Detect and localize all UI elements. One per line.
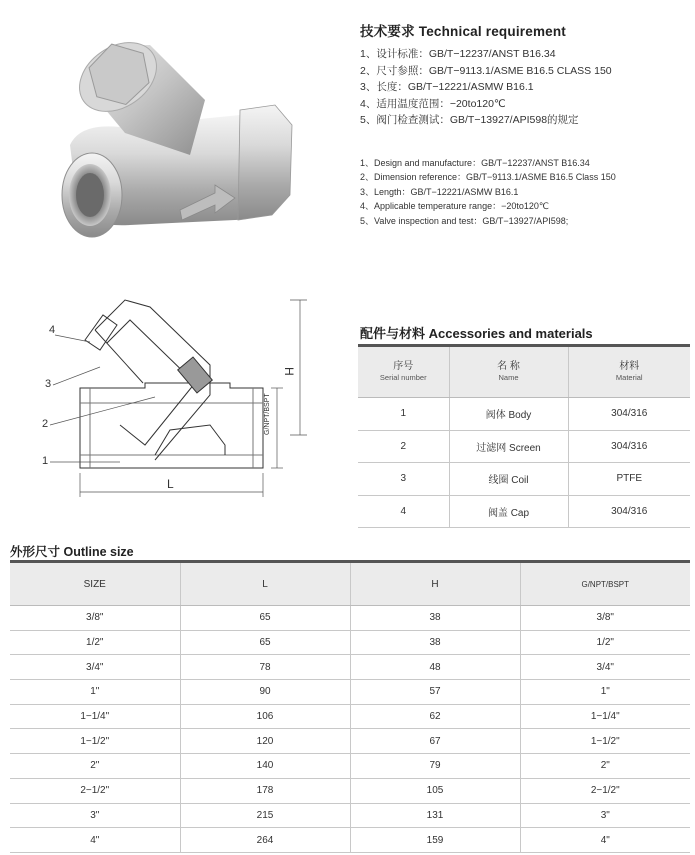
size-cell: 1−1/4"	[10, 704, 180, 729]
thread-cell: 2"	[520, 754, 690, 779]
name-cell: 过滤网 Screen	[449, 430, 568, 463]
h-cell: 159	[350, 828, 520, 853]
table-row	[10, 606, 690, 631]
size-cell: 3"	[10, 803, 180, 828]
h-cell: 62	[350, 704, 520, 729]
header-serial	[358, 346, 449, 398]
l-cell: 90	[180, 680, 350, 705]
tech-en-item: 5、Valve inspection and test：GB/T−13927/API598;	[360, 215, 569, 226]
tech-en-item: 1、Design and manufacture：GB/T−12237/ANST B16.34	[360, 157, 590, 168]
l-cell: 264	[180, 828, 350, 853]
size-cell: 1"	[10, 680, 180, 705]
tech-cn-item: 5、阀门检查测试：GB/T−13927/API598的规定	[360, 114, 579, 126]
serial-cell: 4	[358, 495, 449, 528]
technical-requirement-section	[360, 20, 690, 228]
table-row	[10, 754, 690, 779]
h-cell: 38	[350, 606, 520, 631]
l-cell: 106	[180, 704, 350, 729]
l-cell: 78	[180, 655, 350, 680]
callout-2: 2	[42, 418, 49, 430]
l-cell: 178	[180, 778, 350, 803]
material-cell: 304/316	[568, 430, 690, 463]
table-row	[10, 655, 690, 680]
header-material-cn: 材料	[619, 361, 640, 372]
thread-cell: 2−1/2"	[520, 778, 690, 803]
thread-cell: 3/4"	[520, 655, 690, 680]
header-h: H	[350, 562, 520, 606]
h-cell: 105	[350, 778, 520, 803]
outline-table	[10, 560, 690, 853]
accessories-title: 配件与材料 Accessories and materials	[360, 326, 593, 341]
table-row	[10, 803, 690, 828]
size-cell: 2−1/2"	[10, 778, 180, 803]
thread-cell: 1"	[520, 680, 690, 705]
material-cell: 304/316	[568, 495, 690, 528]
serial-cell: 3	[358, 463, 449, 496]
header-name-cn: 名 称	[497, 361, 520, 372]
thread-cell: 1−1/4"	[520, 704, 690, 729]
h-cell: 79	[350, 754, 520, 779]
material-cell: 304/316	[568, 398, 690, 431]
tech-cn-item: 1、设计标准：GB/T−12237/ANST B16.34	[360, 48, 556, 60]
l-cell: 140	[180, 754, 350, 779]
y-strainer-photo	[40, 15, 300, 255]
material-cell: PTFE	[568, 463, 690, 496]
name-cell: 阀盖 Cap	[449, 495, 568, 528]
l-cell: 65	[180, 606, 350, 631]
serial-cell: 1	[358, 398, 449, 431]
size-cell: 1−1/2"	[10, 729, 180, 754]
tech-cn-item: 4、适用温度范围：−20to120℃	[360, 97, 506, 110]
table-row	[10, 630, 690, 655]
h-cell: 57	[350, 680, 520, 705]
tech-en-item: 2、Dimension reference：GB/T−9113.1/ASME B16.5 Class 150	[360, 172, 616, 183]
outline-header-row	[10, 562, 690, 606]
table-row	[10, 778, 690, 803]
table-row	[10, 828, 690, 853]
dim-h-label: H	[282, 367, 296, 376]
header-material-en: Material	[615, 373, 643, 382]
name-cell: 线圈 Coil	[449, 463, 568, 496]
table-row	[358, 495, 690, 528]
callout-3: 3	[45, 378, 52, 390]
table-row	[358, 398, 690, 431]
h-cell: 67	[350, 729, 520, 754]
size-cell: 1/2"	[10, 630, 180, 655]
tech-cn-list	[360, 46, 690, 129]
table-row	[358, 430, 690, 463]
tech-cn-item: 2、尺寸参照：GB/T−9113.1/ASME B16.5 CLASS 150	[360, 64, 612, 77]
tech-en-list	[360, 156, 690, 229]
size-cell: 3/8"	[10, 606, 180, 631]
tech-en-item: 3、Length：GB/T−12221/ASMW B16.1	[360, 186, 519, 197]
callout-4: 4	[49, 324, 56, 336]
thread-cell: 1/2"	[520, 630, 690, 655]
header-l: L	[180, 562, 350, 606]
table-row	[10, 729, 690, 754]
size-cell: 2"	[10, 754, 180, 779]
thread-cell: 4"	[520, 828, 690, 853]
thread-cell: 1−1/2"	[520, 729, 690, 754]
thread-cell: 3/8"	[520, 606, 690, 631]
h-cell: 131	[350, 803, 520, 828]
serial-cell: 2	[358, 430, 449, 463]
l-cell: 120	[180, 729, 350, 754]
accessories-table	[358, 344, 690, 528]
header-size: SIZE	[10, 562, 180, 606]
thread-cell: 3"	[520, 803, 690, 828]
dim-l-label: L	[167, 477, 174, 491]
accessories-header-row	[358, 346, 690, 398]
l-cell: 215	[180, 803, 350, 828]
callout-1: 1	[42, 455, 49, 467]
header-thread: G/NPT/BSPT	[520, 562, 690, 606]
header-name-en: Name	[498, 373, 519, 382]
table-row	[10, 704, 690, 729]
header-serial-cn: 序号	[393, 361, 414, 372]
h-cell: 38	[350, 630, 520, 655]
tech-en-item: 4、Applicable temperature range：−20to120℃	[360, 201, 549, 212]
header-name	[449, 346, 568, 398]
dim-thread-label: G/NPT/BSPT	[264, 393, 271, 435]
size-cell: 3/4"	[10, 655, 180, 680]
table-row	[358, 463, 690, 496]
h-cell: 48	[350, 655, 520, 680]
l-cell: 65	[180, 630, 350, 655]
tech-title: 技术要求 Technical requirement	[360, 24, 566, 39]
table-row	[10, 680, 690, 705]
outline-title: 外形尺寸 Outline size	[10, 545, 134, 559]
tech-cn-item: 3、长度：GB/T−12221/ASMW B16.1	[360, 81, 534, 93]
size-cell: 4"	[10, 828, 180, 853]
header-material	[568, 346, 690, 398]
y-strainer-drawing	[35, 285, 325, 510]
name-cell: 阀体 Body	[449, 398, 568, 431]
header-serial-en: Serial number	[379, 373, 427, 382]
